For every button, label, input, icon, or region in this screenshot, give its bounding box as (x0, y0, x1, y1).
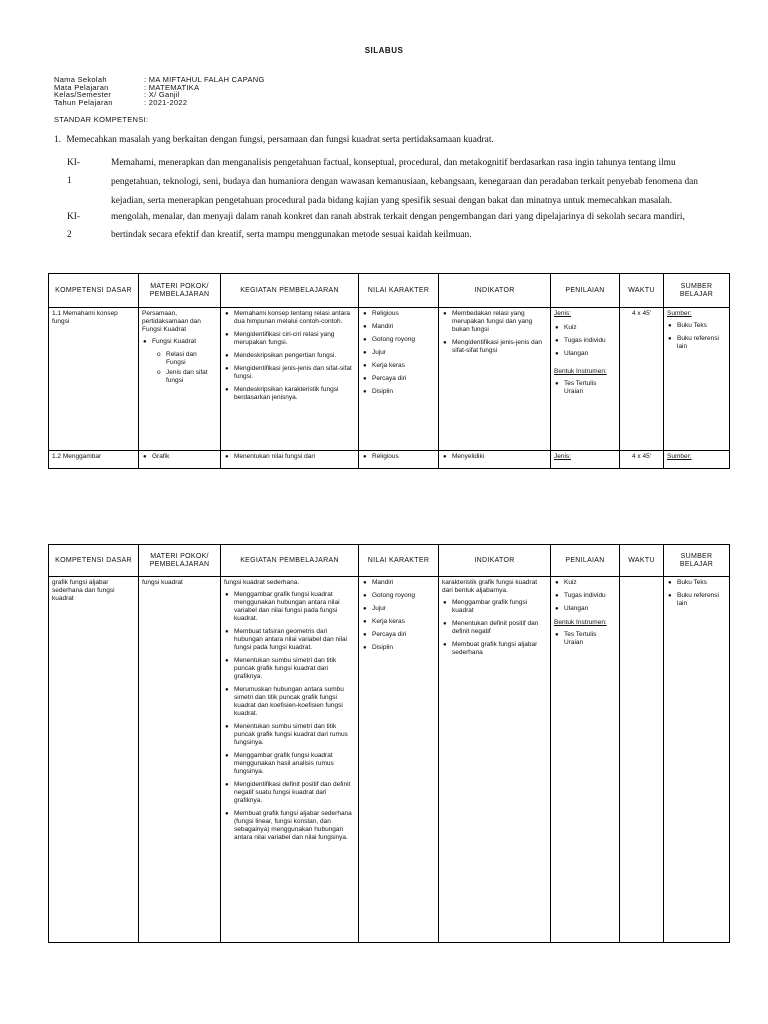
nilai-item: ● Kerja keras (372, 362, 435, 370)
header-penilaian: PENILAIAN (551, 545, 620, 577)
kegiatan-item: ● Merumuskan hubungan antara sumbu simetri dan titik puncak grafik fungsi kuadrat dan koefisien-koefisien fungsi kuadrat. (234, 686, 355, 718)
materi-bullet: ● Grafik (152, 453, 217, 461)
header-sumber: SUMBER BELAJAR (664, 274, 730, 308)
indikator-item: ● Menggambar grafik fungsi kuadrat (452, 599, 547, 615)
nilai-item: ● Disiplin (372, 388, 435, 396)
nilai-item: ● Religious (372, 310, 435, 318)
kd-cell: 1.1 Memahami konsep fungsi (49, 308, 139, 451)
penilaian-cell: Jenis: (551, 451, 620, 469)
nilai-item: ● Gotong royong (372, 592, 435, 600)
header-waktu: WAKTU (620, 545, 664, 577)
header-kegiatan: KEGIATAN PEMBELAJARAN (221, 274, 359, 308)
kegiatan-item: ● Mendeskripsikan karakteristik fungsi berdasarkan jenisnya. (234, 386, 355, 402)
info-label: Tahun Pelajaran (54, 97, 113, 107)
sumber-item: ● Buku referensi lain (677, 335, 726, 351)
kegiatan-item: ● Mendeskripsikan pengertian fungsi. (234, 352, 355, 360)
header-kd: KOMPETENSI DASAR (49, 274, 139, 308)
nilai-item: ● Percaya diri (372, 375, 435, 383)
header-sumber: SUMBER BELAJAR (664, 545, 730, 577)
nilai-item: ● Jujur (372, 349, 435, 357)
header-nilai: NILAI KARAKTER (359, 545, 439, 577)
nilai-item: ● Percaya diri (372, 631, 435, 639)
waktu-cell (620, 577, 664, 943)
penilaian-item: ● Tugas individu (564, 337, 616, 345)
ki-2-label: KI-2 (67, 212, 81, 240)
standar-kompetensi-item (54, 135, 494, 145)
kegiatan-item: ● Menggambar grafik fungsi kuadrat menggunakan hasil analisis rumus fungsinya. (234, 752, 355, 776)
indikator-item: ● Menyelidiki (452, 453, 547, 461)
header-kegiatan: KEGIATAN PEMBELAJARAN (221, 545, 359, 577)
header-row (49, 274, 730, 308)
ki-1-line: kejadian, serta menerapkan pengetahuan procedural pada bidang kajian yang spesifik sesuai dengan bakat dan minatnya untuk memecahkan masalah. (111, 196, 672, 206)
info-value: : MA MIFTAHUL FALAH CAPANG (144, 75, 265, 84)
penilaian-tes: ● Tes Tertulis Uraian (564, 631, 616, 647)
kegiatan-cell (221, 308, 359, 451)
standar-kompetensi-label: STANDAR KOMPETENSI: (54, 115, 149, 124)
info-value: : MATEMATIKA (144, 82, 200, 92)
nilai-item: ● Mandiri (372, 579, 435, 587)
indikator-cell (439, 308, 551, 451)
sumber-item: ● Buku Teks (677, 322, 726, 330)
penilaian-item: ● Kuiz (564, 579, 616, 587)
nilai-cell (359, 451, 439, 469)
sumber-item: ● Buku referensi lain (677, 592, 726, 608)
penilaian-item: ● Tugas individu (564, 592, 616, 600)
header-indikator: INDIKATOR (439, 545, 551, 577)
penilaian-item: ● Kuiz (564, 324, 616, 332)
header-waktu: WAKTU (620, 274, 664, 308)
materi-intro: Persamaan, pertidaksamaan dan Fungsi Kuadrat (142, 310, 201, 333)
penilaian-bentuk: Bentuk Instrumen: (554, 619, 607, 626)
penilaian-tes: ● Tes Tertulis Uraian (564, 380, 616, 396)
kegiatan-item: ● Mengidentifikasi definit positif dan definit negatif suatu fungsi kuadrat dari grafiknya. (234, 781, 355, 805)
ki-2-line: mengolah, menalar, dan menyaji dalam ranah konkret dan ranah abstrak terkait dengan pengembangan dari yang dipelajarinya di sekolah secara mandiri, (111, 212, 685, 222)
kegiatan-item: ● Menentukan sumbu simetri dan titik puncak grafik fungsi kuadrat dari rumus fungsinya. (234, 723, 355, 747)
kegiatan-item: ● Menggambar grafik fungsi kuadrat menggunakan hubungan antara nilai variabel dan nilai fungsi pada fungsi kuadrat. (234, 591, 355, 623)
materi-cell: fungsi kuadrat (139, 577, 221, 943)
header-materi: MATERI POKOK/ PEMBELAJARAN (139, 274, 221, 308)
kegiatan-item: ● Menentukan nilai fungsi dari (234, 453, 355, 461)
materi-cell (139, 451, 221, 469)
kegiatan-item: ● Memahami konsep tentang relasi antara dua himpunan melalui contoh-contoh. (234, 310, 355, 326)
nilai-item: ● Religious (372, 453, 435, 461)
sumber-cell: Sumber: (664, 451, 730, 469)
nilai-cell (359, 577, 439, 943)
kegiatan-item: ● Mengidentifikasi jenis-jenis dan sifat-sifat fungsi. (234, 365, 355, 381)
header-materi: MATERI POKOK/ PEMBELAJARAN (139, 545, 221, 577)
materi-sub: o Jenis dan sifat fungsi (166, 369, 217, 385)
kd-cell: grafik fungsi aljabar sederhana dan fungsi kuadrat (49, 577, 139, 943)
indikator-item: ● Menentukan definit positif dan definit negatif (452, 620, 547, 636)
waktu-cell: 4 x 45' (620, 308, 664, 451)
ki-1-line: pengetahuan, teknologi, seni, budaya dan humaniora dengan wawasan kemanusiaan, kebangsaan, kenegaraan dan peradaban terkait penyebab fenomena dan (111, 177, 698, 187)
penilaian-jenis: Jenis: (554, 310, 571, 317)
penilaian-bentuk: Bentuk Instrumen: (554, 368, 607, 375)
syllabus-table-2 (48, 544, 730, 943)
ki-2-line: bertindak secara efektif dan kreatif, serta mampu menggunakan metode sesuai kaidah keilmuan. (111, 230, 472, 240)
indikator-item: ● Mengidentifikasi jenis-jenis dan sifat-sifat fungsi (452, 339, 547, 355)
penilaian-cell (551, 577, 620, 943)
nilai-cell (359, 308, 439, 451)
school-info (54, 76, 265, 106)
info-label: Nama Sekolah (54, 75, 107, 84)
table-row (49, 451, 730, 469)
materi-sub: o Relasi dan Fungsi (166, 351, 217, 367)
kegiatan-intro: fungsi kuadrat sederhana. (224, 579, 300, 586)
sumber-cell (664, 308, 730, 451)
indikator-intro: karakteristik grafik fungsi kuadrat dari bentuk aljabarnya. (442, 579, 538, 594)
header-nilai: NILAI KARAKTER (359, 274, 439, 308)
ki-1-label: KI-1 (67, 158, 81, 186)
indikator-cell (439, 451, 551, 469)
syllabus-table-1 (48, 273, 730, 469)
indikator-cell (439, 577, 551, 943)
nilai-item: ● Gotong royong (372, 336, 435, 344)
penilaian-cell (551, 308, 620, 451)
penilaian-item: ● Ulangan (564, 350, 616, 358)
nilai-item: ● Mandiri (372, 323, 435, 331)
header-kd: KOMPETENSI DASAR (49, 545, 139, 577)
item-text: Memecahkan masalah yang berkaitan dengan fungsi, persamaan dan fungsi kuadrat serta pertidaksamaan kuadrat. (66, 135, 494, 145)
kegiatan-item: ● Menentukan sumbu simetri dan titik puncak grafik fungsi kuadrat dari grafiknya. (234, 657, 355, 681)
penilaian-item: ● Ulangan (564, 605, 616, 613)
info-label: Mata Pelajaran (54, 82, 109, 92)
kegiatan-item: ● Membuat tafsiran geometris dari hubungan antara nilai variabel dan nilai fungsi pada fungsi kuadrat. (234, 628, 355, 652)
table-row (49, 308, 730, 451)
indikator-item: ● Membuat grafik fungsi aljabar sederhana (452, 641, 547, 657)
nilai-item: ● Kerja keras (372, 618, 435, 626)
kegiatan-cell (221, 451, 359, 469)
kegiatan-item: ● Mengidentifikasi ciri-ciri relasi yang merupakan fungsi. (234, 331, 355, 347)
waktu-cell: 4 x 45' (620, 451, 664, 469)
info-label: Kelas/Semester (54, 90, 112, 100)
info-value: : 2021-2022 (144, 97, 188, 107)
materi-cell (139, 308, 221, 451)
kegiatan-cell (221, 577, 359, 943)
sumber-item: ● Buku Teks (677, 579, 726, 587)
kegiatan-item: ● Membuat grafik fungsi aljabar sederhana (fungsi linear, fungsi konstan, dan sebagainya) menggunakan hubungan antara nilai variabel dan nilai fungsinya. (234, 810, 355, 842)
kd-cell: 1.2 Menggambar (49, 451, 139, 469)
document-title: SILABUS (364, 46, 404, 55)
table-row (49, 577, 730, 943)
nilai-item: ● Disiplin (372, 644, 435, 652)
sumber-cell (664, 577, 730, 943)
nilai-item: ● Jujur (372, 605, 435, 613)
header-row (49, 545, 730, 577)
info-value: : X/ Ganjil (144, 90, 180, 100)
item-number: 1. (54, 135, 62, 145)
materi-bullet: ● Fungsi Kuadrat (152, 338, 217, 346)
indikator-item: ● Membedakan relasi yang merupakan fungsi dan yang bukan fungsi (452, 310, 547, 334)
header-penilaian: PENILAIAN (551, 274, 620, 308)
sumber-label: Sumber: (667, 310, 692, 317)
ki-1-line: Memahami, menerapkan dan menganalisis pengetahuan factual, konseptual, procedural, dan metakognitif berdasarkan rasa ingin tahunya tentang ilmu (111, 158, 676, 168)
header-indikator: INDIKATOR (439, 274, 551, 308)
